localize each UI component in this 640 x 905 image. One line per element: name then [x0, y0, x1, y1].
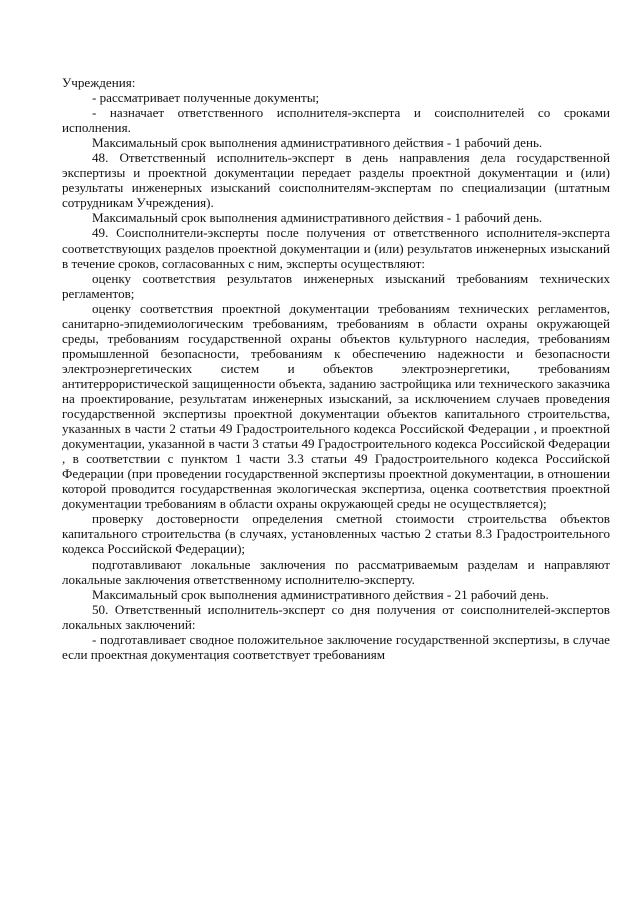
paragraph: Максимальный срок выполнения административного действия - 21 рабочий день. — [92, 586, 549, 602]
paragraph-48: 48. Ответственный исполнитель-эксперт в день направления дела государственной экспертизы и проектной документации передает разделы проектной документации и (или) результаты инженерных изысканий соисполнителям-экспертам по специализации (штатным сотрудникам Учреждения). — [62, 150, 610, 211]
paragraph: - назначает ответственного исполнителя-эксперта и соисполнителей со сроками исполнения. — [62, 105, 610, 136]
paragraph: оценку соответствия результатов инженерных изысканий требованиям технических регламентов; — [62, 270, 610, 301]
paragraph: подготавливают локальные заключения по рассматриваемым разделам и направляют локальные заключения ответственному исполнителю-эксперту. — [62, 556, 610, 587]
paragraph: - подготавливает сводное положительное заключение государственной экспертизы, в случае если проектная документация соответствует требованиям — [62, 631, 610, 662]
document-page — [62, 75, 610, 662]
paragraph: проверку достоверности определения сметной стоимости строительства объектов капитального строительства (в случаях, установленных частью 2 статьи 8.3 Градостроительного кодекса Российской Федерации); — [62, 511, 610, 557]
paragraph-50: 50. Ответственный исполнитель-эксперт со дня получения от соисполнителей-экспертов локальных заключений: — [62, 601, 610, 632]
paragraph: Учреждения: — [62, 75, 136, 90]
paragraph-49: 49. Соисполнители-эксперты после получения от ответственного исполнителя-эксперта соответствующих разделов проектной документации и (или) результатов инженерных изысканий в течение сроков, согласованных с ним, эксперты осуществляют: — [62, 225, 610, 271]
paragraph: Максимальный срок выполнения административного действия - 1 рабочий день. — [92, 135, 543, 151]
paragraph: - рассматривает полученные документы; — [92, 90, 320, 106]
paragraph: Максимальный срок выполнения административного действия - 1 рабочий день. — [92, 210, 543, 226]
paragraph: оценку соответствия проектной документации требованиям технических регламентов, санитарно-эпидемиологическим требованиям, требованиям в области охраны окружающей среды, требованиям государственной охраны объектов культурного наследия, требованиям промышленной безопасности, требованиям к обеспечению надежности и безопасности электроэнергетических систем и объектов электроэнергетики, требованиям антитеррористической защищенности объекта, заданию застройщика или технического заказчика на проектирование, результатам инженерных изысканий, за исключением случаев проведения государственной экспертизы проектной документации объектов капитального строительства, указанных в части 2 статьи 49 Градостроительного кодекса Российской Федерации , и проектной документации, указанной в части 3 статьи 49 Градостроительного кодекса Российской Федерации , в соответствии с пунктом 1 части 3.3 статьи 49 Градостроительного кодекса Российской Федерации (при проведении государственной экспертизы проектной документации, в отношении которой проводится государственная экологическая экспертиза, оценка соответствия проектной документации требованиям в области охраны окружающей среды не осуществляется); — [62, 300, 610, 512]
